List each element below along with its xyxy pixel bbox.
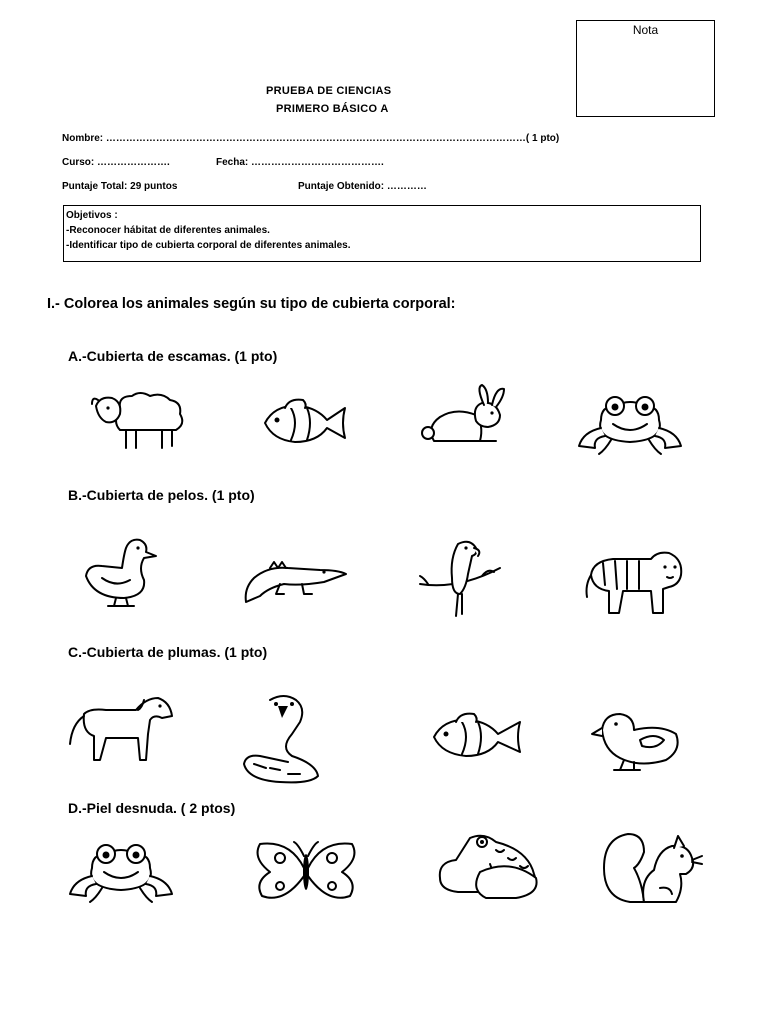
group-d-label: D.-Piel desnuda. ( 2 ptos) xyxy=(68,800,236,816)
frog-icon xyxy=(66,840,176,906)
nota-label: Nota xyxy=(632,23,659,37)
puntaje-obtenido: Puntaje Obtenido: ………… xyxy=(298,181,427,192)
sheep-icon xyxy=(90,388,190,450)
duck-icon xyxy=(80,538,158,608)
rabbit-icon xyxy=(420,385,515,449)
group-b-label: B.-Cubierta de pelos. (1 pto) xyxy=(68,487,255,503)
puntaje-total: Puntaje Total: 29 puntos xyxy=(62,181,178,192)
objetivo-item: -Reconocer hábitat de diferentes animales. xyxy=(66,225,270,236)
horse-icon xyxy=(66,694,176,764)
test-title: PRUEBA DE CIENCIAS xyxy=(266,85,392,97)
toad-icon xyxy=(436,828,552,902)
objetivos-box xyxy=(63,205,701,262)
group-a-label: A.-Cubierta de escamas. (1 pto) xyxy=(68,348,278,364)
parrot-icon xyxy=(418,538,502,618)
section-title: I.- Colorea los animales según su tipo de cubierta corporal: xyxy=(47,296,456,312)
fecha-field: Fecha: …………………………………. xyxy=(216,157,384,168)
frog-icon xyxy=(575,392,685,458)
snake-icon xyxy=(240,694,330,786)
curso-field: Curso: …………………. xyxy=(62,157,170,168)
test-subtitle: PRIMERO BÁSICO A xyxy=(276,103,389,115)
objetivos-title: Objetivos : xyxy=(66,210,118,221)
squirrel-icon xyxy=(600,828,704,908)
objetivo-item: -Identificar tipo de cubierta corporal de diferentes animales. xyxy=(66,240,351,251)
tiger-icon xyxy=(583,545,689,617)
fish-icon xyxy=(430,712,525,762)
chick-icon xyxy=(590,710,684,772)
group-c-label: C.-Cubierta de plumas. (1 pto) xyxy=(68,644,268,660)
fish-icon xyxy=(255,398,350,448)
crocodile-icon xyxy=(240,548,350,604)
nombre-field: Nombre: ………………………………………………………………………………………………………………( 1 pto) xyxy=(62,133,560,144)
butterfly-icon xyxy=(250,838,362,904)
nota-box xyxy=(576,20,715,117)
